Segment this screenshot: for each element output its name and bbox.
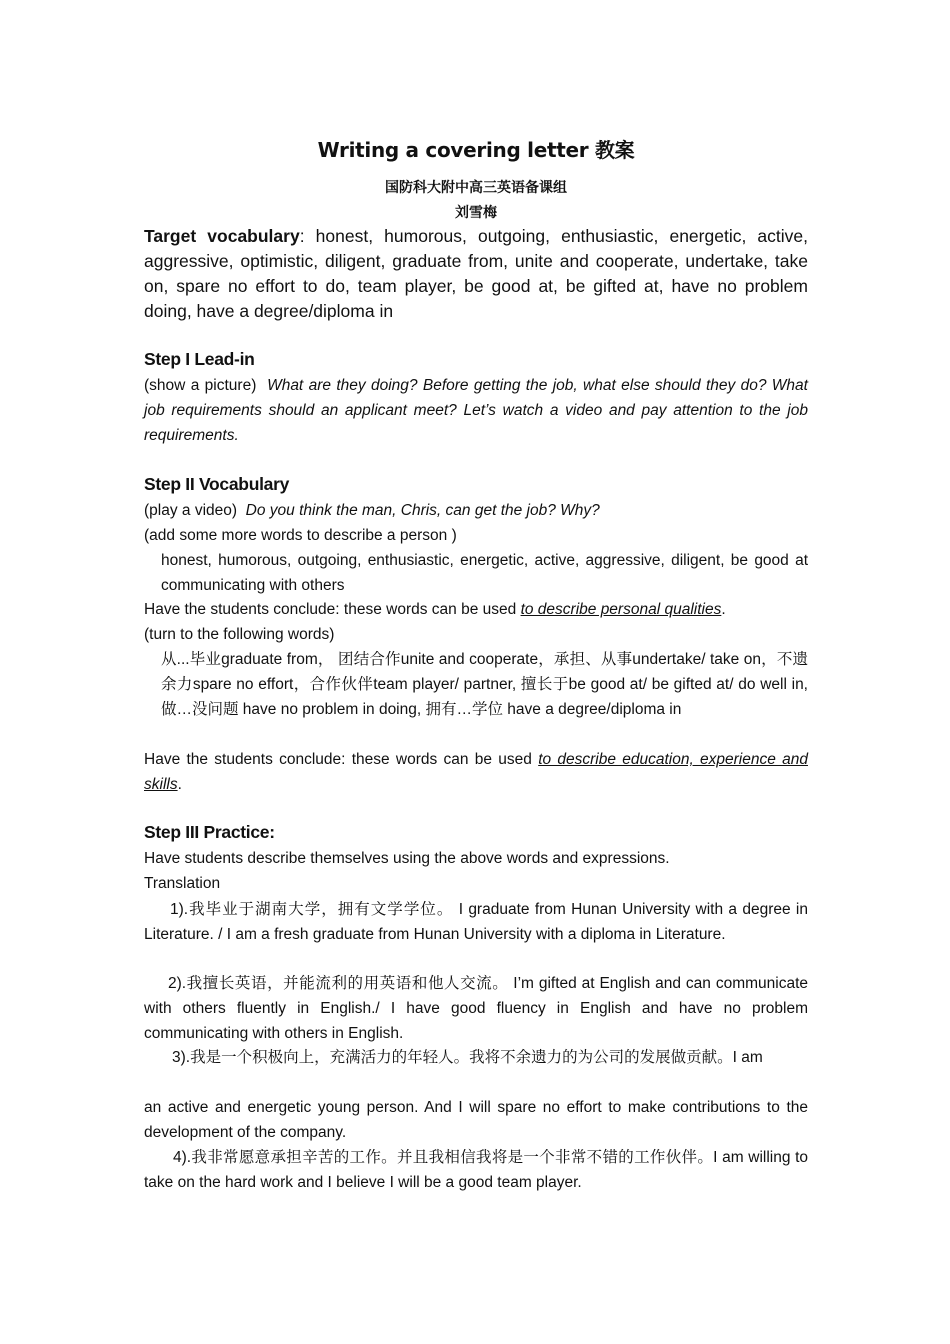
- translation-item-4: 4).我非常愿意承担辛苦的工作。并且我相信我将是一个非常不错的工作伙伴。I am willing to take on the hard work and I believe I will be a good team player.: [144, 1149, 808, 1191]
- conclude1-answer: to describe personal qualities: [520, 601, 722, 618]
- conclude1-prefix: Have the students conclude: these words can be used: [144, 601, 517, 618]
- step2-video-prefix: (play a video): [144, 502, 238, 519]
- step1-prefix: (show a picture): [144, 377, 257, 394]
- step1-question: What are they doing? Before getting the job, what else should they do? What job requirements should an applicant meet? Let’s watch a video and pay attention to the job requirements.: [144, 377, 808, 444]
- author-name: 刘雪梅: [455, 205, 497, 221]
- conclude2-answer: to describe education, experience and skills: [144, 751, 808, 793]
- translation-item-3: 3).我是一个积极向上，充满活力的年轻人。我将不余遗力的为公司的发展做贡献。I am: [172, 1049, 763, 1066]
- page-title: Writing a covering letter 教案: [317, 138, 635, 162]
- translation-item-2: 2).我擅长英语，并能流利的用英语和他人交流。 I’m gifted at English and can communicate with others fluently in English./ I have good fluency in English and have no problem communicating with others in English.: [144, 975, 808, 1042]
- translation-item-1: 1).我毕业于湖南大学，拥有文学学位。 I graduate from Hunan University with a degree in Literature. / I am a fresh graduate from Hunan University with a diploma in Literature.: [144, 901, 808, 943]
- step2-video-question: Do you think the man, Chris, can get the job? Why?: [245, 502, 600, 519]
- target-vocabulary: [144, 224, 808, 324]
- step3-heading: Step III Practice:: [144, 822, 275, 842]
- step2-conclude2: Have the students conclude: these words can be used to describe education, experience and skills.: [144, 751, 808, 793]
- step2-words-list1: honest, humorous, outgoing, enthusiastic, energetic, active, aggressive, diligent, be good at communicating with others: [161, 552, 808, 594]
- conclude2-prefix: Have the students conclude: these words can be used: [144, 751, 532, 768]
- step2-video-line: [144, 498, 808, 523]
- lesson-group: 国防科大附中高三英语备课组: [385, 180, 567, 196]
- step2-turn: (turn to the following words): [144, 626, 335, 643]
- step1-paragraph: [144, 373, 808, 448]
- step2-conclude1: Have the students conclude: these words can be used to describe personal qualities.: [144, 601, 726, 618]
- step2-words-list2: 从...毕业graduate from， 团结合作unite and cooperate，承担、从事undertake/ take on，不遗余力spare no effort，合作伙伴team player/ partner, 擅长于be good at/ be gifted at/ do well in, 做…没问题 have no problem in doing, 拥有…学位 have a degree/diploma in: [161, 651, 808, 718]
- translation-item-3-cont: an active and energetic young person. And I will spare no effort to make contributions to the development of the company.: [144, 1099, 808, 1141]
- step1-heading: Step I Lead-in: [144, 349, 255, 369]
- target-vocabulary-text: : honest, humorous, outgoing, enthusiastic, energetic, active, aggressive, optimistic, diligent, graduate from, unite and cooperate, undertake, take on, spare no effort to do, team player, be good at, be gifted at, have no problem doing, have a degree/diploma in: [144, 226, 808, 321]
- step3-translation-label: Translation: [144, 875, 221, 892]
- step3-instruction: Have students describe themselves using the above words and expressions.: [144, 850, 670, 867]
- step2-add-words: (add some more words to describe a person ): [144, 527, 457, 544]
- step2-heading: Step II Vocabulary: [144, 474, 290, 494]
- target-vocabulary-label: Target vocabulary: [144, 226, 300, 246]
